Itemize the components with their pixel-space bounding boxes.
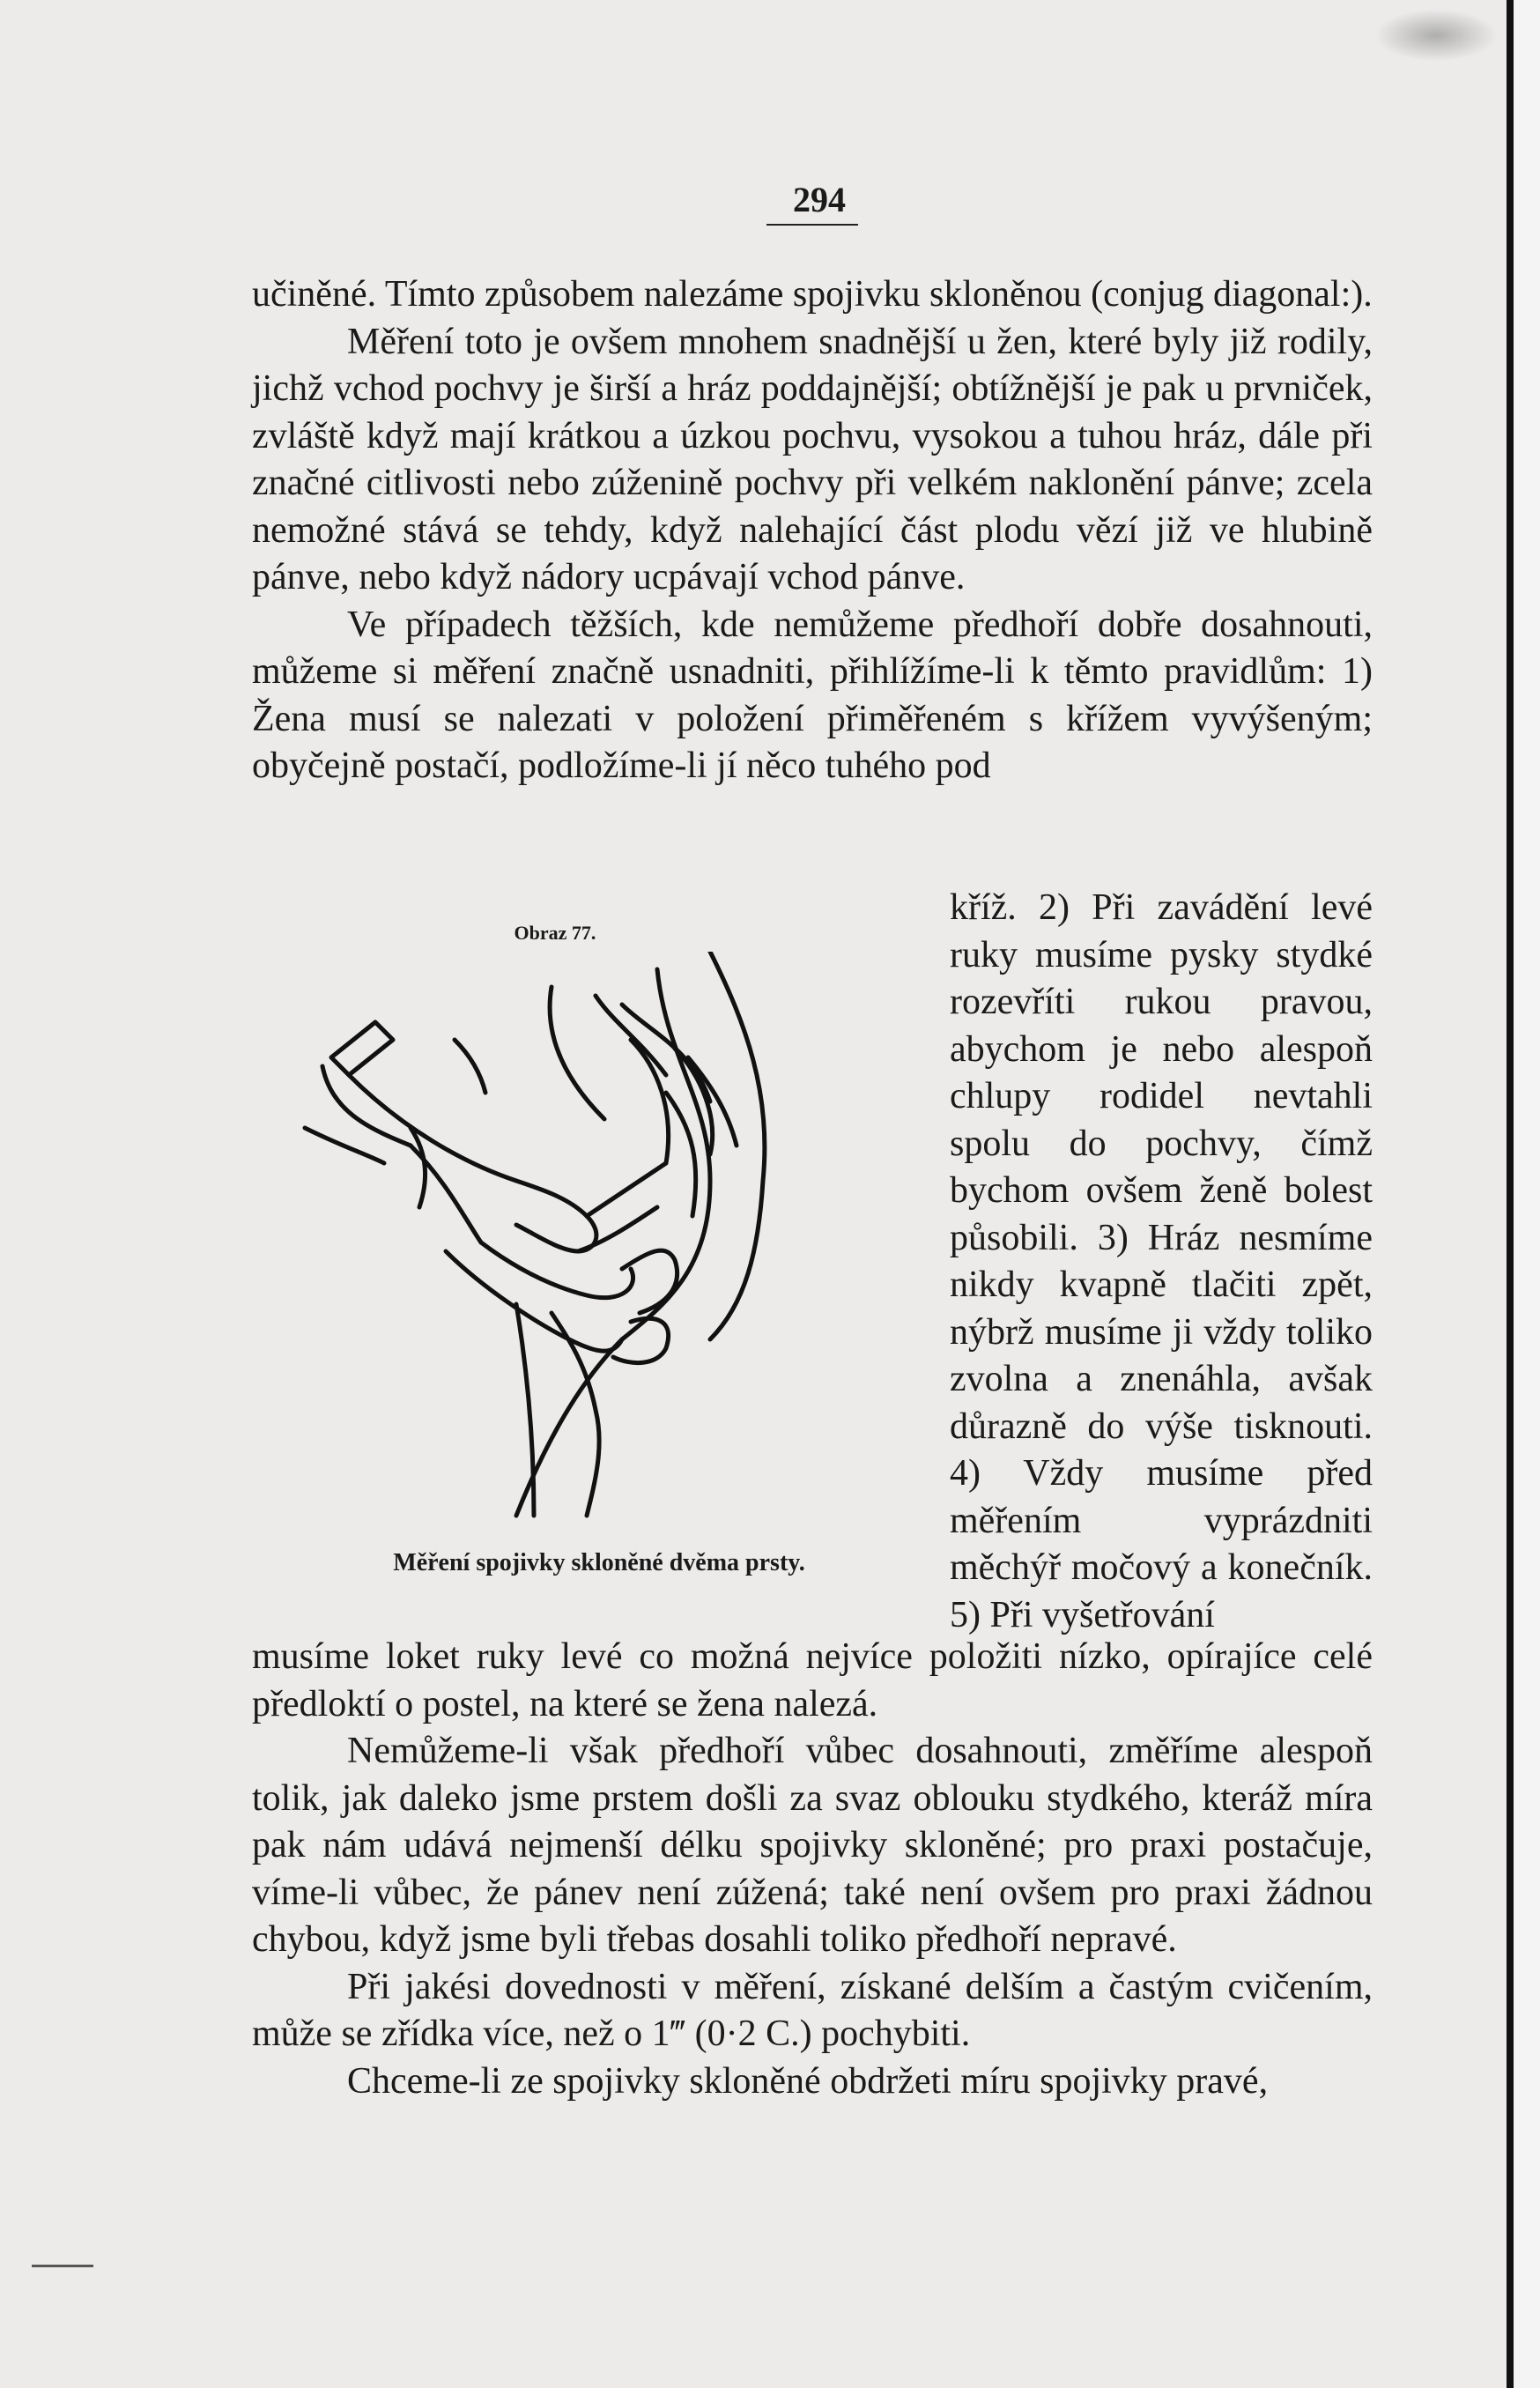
- page-number-underline: [766, 224, 858, 226]
- text-beside-figure: [950, 885, 1373, 1639]
- paragraph-5: Při jakési dovednosti v měření, získané delším a častým cvičením, může se zřídka více, než o 1‴ (0·2 C.) pochybiti.: [252, 1966, 1373, 2054]
- paragraph-3-start: Ve případech těžších, kde nemůžeme předhoří dobře dosahnouti, můžeme si měření značně usnadniti, přihlížíme-li k těmto pravidlům: 1) Žena musí se nalezati v položení přiměřeném s křížem vyvýšeným; obyčejně postačí, podložíme-li jí něco tuhého pod: [252, 604, 1373, 786]
- hand-measurement-illustration: [252, 952, 904, 1551]
- page-edge: [1507, 0, 1540, 2388]
- page-number: 294: [793, 180, 846, 219]
- paragraph-4: Nemůžeme-li však předhoří vůbec dosahnouti, změříme alespoň tolik, jak daleko jsme prstem došli za svaz oblouku stydkého, kteráž míra pak nám udává nejmenší délku spojivky skloněné; pro praxi postačuje, víme-li vůbec, že pánev není zúžená; také není ovšem pro praxi žádnou chybou, když jsme byli třebas dosahli toliko předhoří nepravé.: [252, 1731, 1373, 1960]
- text-top: [252, 271, 1373, 790]
- scan-smudge: [1374, 9, 1498, 62]
- paragraph-2: Měření toto je ovšem mnohem snadnější u žen, které byly již rodily, jichž vchod pochvy je širší a hráz poddajnější; obtížnější je pak u prvniček, zvláště když mají krátkou a úzkou pochvu, vysokou a tuhou hráz, dále při značné citlivosti nebo zúženině pochvy při velkém naklonění pánve; zcela nemožné stává se tehdy, když nalehající část plodu vězí již ve hlubině pánve, nebo když nádory ucpávají vchod pánve.: [252, 321, 1373, 597]
- paragraph-6: Chceme-li ze spojivky skloněné obdržeti míru spojivky pravé,: [347, 2060, 1269, 2102]
- figure-caption: Měření spojivky skloněné dvěma prsty.: [393, 1549, 805, 1576]
- paragraph-1: učiněné. Tímto způsobem nalezáme spojivku skloněnou (conjug diagonal:).: [252, 274, 1373, 315]
- scan-mark: [32, 2265, 93, 2267]
- figure-illustration: [252, 952, 904, 1551]
- paragraph-3-middle: kříž. 2) Při zavádění levé ruky musíme pysky stydké rozevříti rukou pravou, abychom je nebo alespoň chlupy rodidel nevtahli spolu do pochvy, čímž bychom ovšem ženě bolest působili. 3) Hráz nesmíme nikdy kvapně tlačiti zpět, nýbrž musíme ji vždy toliko zvolna a znenáhla, avšak důrazně do výše tisknouti. 4) Vždy musíme před měřením vyprázdniti měchýř močový a konečník. 5) Při vyšetřování: [950, 887, 1373, 1635]
- paragraph-3-end: musíme loket ruky levé co možná nejvíce položiti nízko, opírajíce celé předloktí o postel, na které se žena nalezá.: [252, 1636, 1373, 1724]
- figure-label: Obraz 77.: [514, 922, 596, 944]
- text-bottom: [252, 1634, 1373, 2105]
